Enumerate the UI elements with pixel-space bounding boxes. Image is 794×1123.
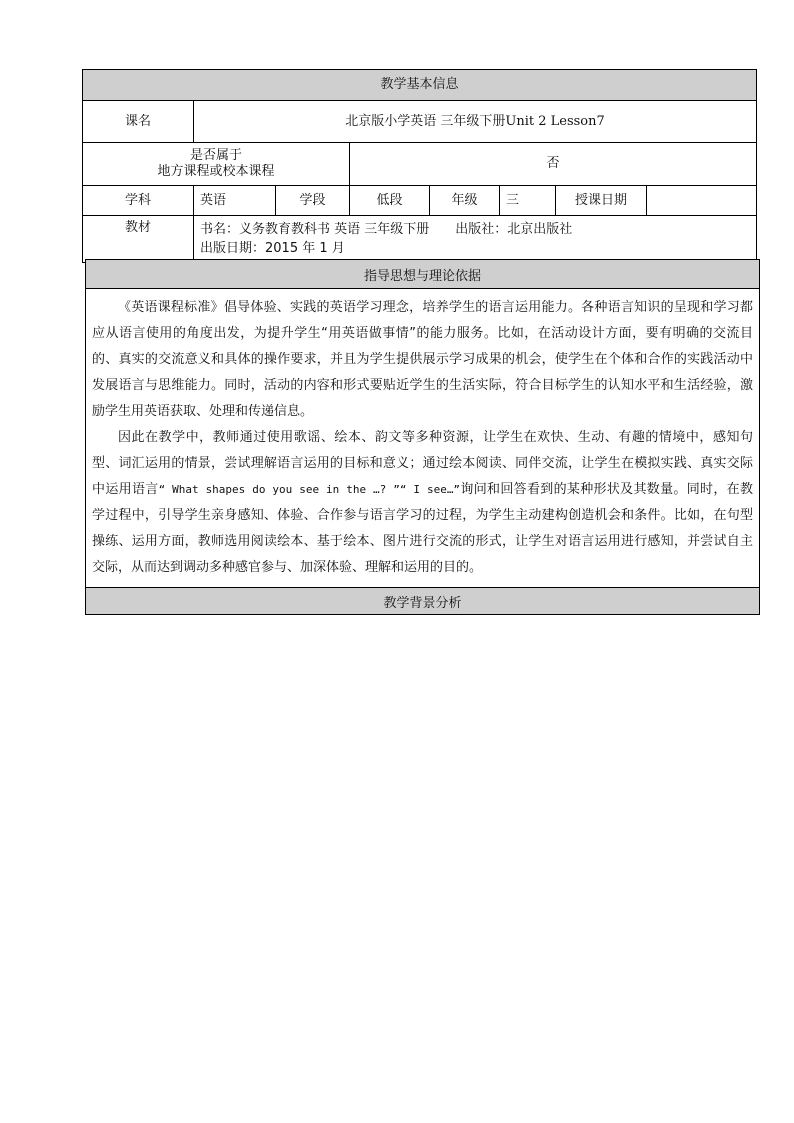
subject-label: 学科 <box>83 186 194 216</box>
guiding-header: 指导思想与理论依据 <box>86 260 760 289</box>
grade-label: 年级 <box>430 186 500 216</box>
guiding-table <box>85 259 760 615</box>
date-value <box>647 186 757 216</box>
local-course-label <box>83 143 350 186</box>
course-value: 北京版小学英语 三年级下册Unit 2 Lesson7 <box>194 101 757 143</box>
guiding-paragraph-2-a: 因此在教学中，教师通过使用歌谣、绘本、韵文等多种资源，让学生在欢快、生动、有趣的情境中，感知句型、词汇运用的情景，尝试理解语言运用的目标和意义；通过绘本阅读、同伴交流，让学生在模拟实践、真实交际中运用语言 <box>92 430 753 497</box>
subject-value: 英语 <box>194 186 276 216</box>
date-label: 授课日期 <box>556 186 647 216</box>
stage-value: 低段 <box>350 186 430 216</box>
textbook-name: 书名：义务教育教科书 英语 三年级下册 <box>200 222 430 237</box>
textbook-value <box>194 216 757 263</box>
grade-value: 三 <box>500 186 556 216</box>
textbook-label: 教材 <box>83 216 194 263</box>
local-course-label-line1: 是否属于 <box>189 148 242 163</box>
basic-info-table <box>82 69 757 263</box>
guiding-paragraph-1: 《英语课程标准》倡导体验、实践的英语学习理念，培养学生的语言运用能力。各种语言知识的呈现和学习都应从语言使用的角度出发，为提升学生“用英语做事情”的能力服务。比如，在活动设计方面，要有明确的交流目的、真实的交流意义和具体的操作要求，并且为学生提供展示学习成果的机会，使学生在个体和合作的实践活动中发展语言与思维能力。同时，活动的内容和形式要贴近学生的生活实际，符合目标学生的认知水平和生活经验，激励学生用英语获取、处理和传递信息。 <box>92 300 753 419</box>
stage-label: 学段 <box>276 186 350 216</box>
guiding-paragraph-2 <box>92 425 753 581</box>
local-course-label-line2: 地方课程或校本课程 <box>157 164 275 179</box>
question-sentence: “ What shapes do you see in the …? ” <box>158 483 400 496</box>
course-label: 课名 <box>83 101 194 143</box>
background-header: 教学背景分析 <box>86 588 760 615</box>
basic-info-header: 教学基本信息 <box>83 70 757 101</box>
local-course-value: 否 <box>350 143 757 186</box>
textbook-pub-date: 出版日期：2015 年 1 月 <box>200 241 345 256</box>
answer-sentence: “ I see…” <box>399 483 461 496</box>
textbook-publisher: 出版社：北京出版社 <box>455 222 573 237</box>
guiding-body <box>86 289 760 588</box>
guiding-paragraph-2-b: 询问和回答看到的某种形状及其数量。同时，在教学过程中，引导学生亲身感知、体验、合作参与语言学习的过程，为学生主动建构创造机会和条件。比如，在句型操练、运用方面，教师选用阅读绘本、基于绘本、图片进行交流的形式，让学生对语言运用进行感知，并尝试自主交际，从而达到调动多种感官参与、加深体验、理解和运用的目的。 <box>92 482 753 575</box>
